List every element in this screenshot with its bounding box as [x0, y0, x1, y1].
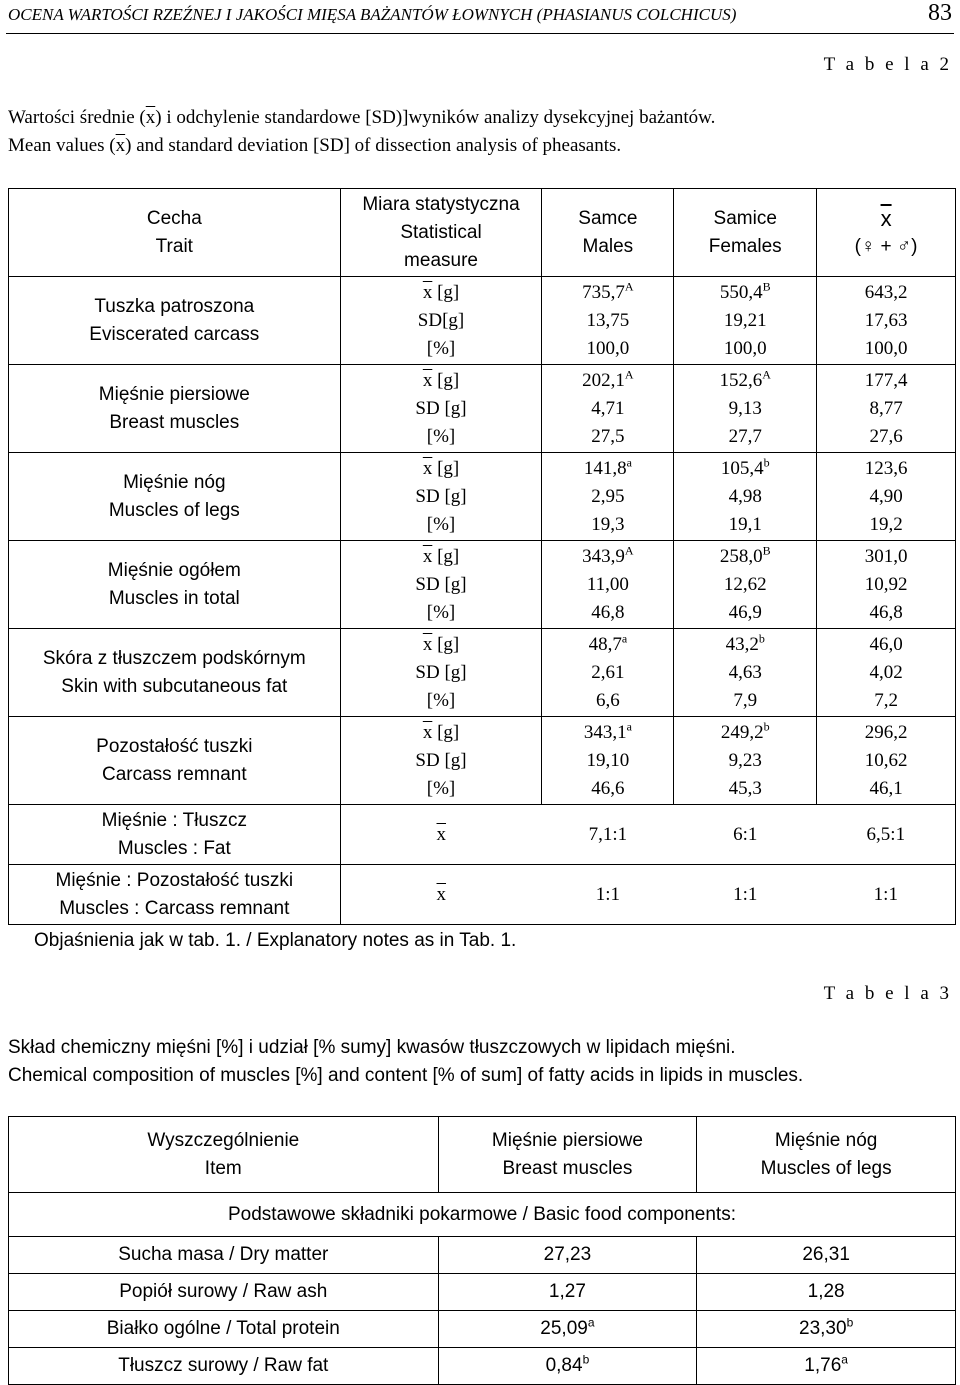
males-cell: 1:1	[542, 865, 674, 925]
mean-cell: 6,5:1	[817, 805, 956, 865]
legs-cell: 1,28	[697, 1274, 956, 1311]
measure-cell: $\overline{x}$ [g] SD [g] [%]	[340, 453, 542, 541]
breast-cell: 27,23	[438, 1237, 697, 1274]
running-title: OCENA WARTOŚCI RZEŹNEJ I JAKOŚCI MIĘSA BAŻANTÓW ŁOWNYCH (PHASIANUS COLCHICUS)	[8, 5, 737, 24]
males-cell: $735,7^A$ 13,75 100,0	[542, 277, 674, 365]
measure-cell: $\overline{x}$ [g] SD [g] [%]	[340, 541, 542, 629]
item-cell: Tłuszcz surowy / Raw fat	[9, 1348, 439, 1385]
legs-cell: 26,31	[697, 1237, 956, 1274]
table2-caption-en: Mean values $(\overline{x})$ and standard deviation [SD] of dissection analysis of pheasants.	[8, 135, 622, 156]
trait-cell: Skóra z tłuszczem podskórnym Skin with subcutaneous fat	[9, 629, 341, 717]
table-row	[9, 453, 956, 541]
males-cell: 48,7$^a$ 2,61 6,6	[542, 629, 674, 717]
table3-caption-en: Chemical composition of muscles [%] and content [% of sum] of fatty acids in lipids in muscles.	[8, 1065, 804, 1086]
trait-cell: Mięśnie piersiowe Breast muscles	[9, 365, 341, 453]
trait-cell: Tuszka patroszona Eviscerated carcass	[9, 277, 341, 365]
table3	[8, 1116, 956, 1385]
females-cell: $258,0^B$ 12,62 46,9	[674, 541, 817, 629]
mean-cell: 123,6 4,90 19,2	[817, 453, 956, 541]
section-label: Podstawowe składniki pokarmowe / Basic food components:	[9, 1193, 956, 1237]
breast-cell: 0,84$^b$	[438, 1348, 697, 1385]
trait-cell: Pozostałość tuszki Carcass remnant	[9, 717, 341, 805]
measure-cell: $\overline{x}$ [g] SD[g] [%]	[340, 277, 542, 365]
header-mean: $\overline{x}$ (♀ + ♂)	[817, 189, 956, 277]
table-row	[9, 717, 956, 805]
females-cell: 43,2$^b$ 4,63 7,9	[674, 629, 817, 717]
table3-caption-pl: Skład chemiczny mięśni [%] i udział [% sumy] kwasów tłuszczowych w lipidach mięśni.	[8, 1037, 736, 1058]
page-number: 83	[928, 0, 952, 26]
females-cell: 1:1	[674, 865, 817, 925]
males-cell: $202,1^A$ 4,71 27,5	[542, 365, 674, 453]
mean-cell: 46,0 4,02 7,2	[817, 629, 956, 717]
breast-cell: 1,27	[438, 1274, 697, 1311]
table2-caption-pl: Wartości średnie $(\overline{x})$ i odchylenie standardowe [SD)]wyników analizy dysekcyjnej bażantów.	[8, 107, 716, 128]
table3-section-row	[9, 1193, 956, 1237]
header-rule	[6, 33, 954, 34]
ratio-row	[9, 805, 956, 865]
table-row	[9, 541, 956, 629]
trait-cell: Mięśnie nóg Muscles of legs	[9, 453, 341, 541]
mean-cell: 1:1	[817, 865, 956, 925]
table2-header-row	[9, 189, 956, 277]
table-row	[9, 1237, 956, 1274]
header-females: Samice Females	[674, 189, 817, 277]
trait-cell: Mięśnie : Tłuszcz Muscles : Fat	[9, 805, 341, 865]
table-row	[9, 365, 956, 453]
males-cell: 7,1:1	[542, 805, 674, 865]
table-row	[9, 277, 956, 365]
header-breast: Mięśnie piersiowe Breast muscles	[438, 1117, 697, 1193]
table-row	[9, 1311, 956, 1348]
table-row	[9, 1348, 956, 1385]
females-cell: 6:1	[674, 805, 817, 865]
table2-label: T a b e l a 2	[823, 54, 952, 75]
table2	[8, 188, 956, 925]
header-trait: Cecha Trait	[9, 189, 341, 277]
females-cell: $550,4^B$ 19,21 100,0	[674, 277, 817, 365]
mean-cell: 177,4 8,77 27,6	[817, 365, 956, 453]
mean-cell: 643,2 17,63 100,0	[817, 277, 956, 365]
item-cell: Popiół surowy / Raw ash	[9, 1274, 439, 1311]
item-cell: Białko ogólne / Total protein	[9, 1311, 439, 1348]
item-cell: Sucha masa / Dry matter	[9, 1237, 439, 1274]
trait-cell: Mięśnie ogółem Muscles in total	[9, 541, 341, 629]
legs-cell: 23,30$^b$	[697, 1311, 956, 1348]
header-measure: Miara statystyczna Statistical measure	[340, 189, 542, 277]
males-cell: $343,9^A$ 11,00 46,8	[542, 541, 674, 629]
table2-note: Objaśnienia jak w tab. 1. / Explanatory notes as in Tab. 1.	[34, 930, 517, 951]
females-cell: 249,2$^b$ 9,23 45,3	[674, 717, 817, 805]
legs-cell: 1,76$^a$	[697, 1348, 956, 1385]
males-cell: 343,1$^a$ 19,10 46,6	[542, 717, 674, 805]
header-males: Samce Males	[542, 189, 674, 277]
ratio-row	[9, 865, 956, 925]
measure-cell: $\overline{x}$	[340, 805, 542, 865]
header-item: Wyszczególnienie Item	[9, 1117, 439, 1193]
table3-label: T a b e l a 3	[823, 983, 952, 1004]
measure-cell: $\overline{x}$ [g] SD [g] [%]	[340, 717, 542, 805]
measure-cell: $\overline{x}$	[340, 865, 542, 925]
table-row	[9, 629, 956, 717]
females-cell: $152,6^A$ 9,13 27,7	[674, 365, 817, 453]
mean-cell: 296,2 10,62 46,1	[817, 717, 956, 805]
breast-cell: 25,09$^a$	[438, 1311, 697, 1348]
measure-cell: $\overline{x}$ [g] SD [g] [%]	[340, 629, 542, 717]
table-row	[9, 1274, 956, 1311]
females-cell: 105,4$^b$ 4,98 19,1	[674, 453, 817, 541]
header-legs: Mięśnie nóg Muscles of legs	[697, 1117, 956, 1193]
trait-cell: Mięśnie : Pozostałość tuszki Muscles : Carcass remnant	[9, 865, 341, 925]
table3-header-row	[9, 1117, 956, 1193]
mean-cell: 301,0 10,92 46,8	[817, 541, 956, 629]
measure-cell: $\overline{x}$ [g] SD [g] [%]	[340, 365, 542, 453]
males-cell: 141,8$^a$ 2,95 19,3	[542, 453, 674, 541]
